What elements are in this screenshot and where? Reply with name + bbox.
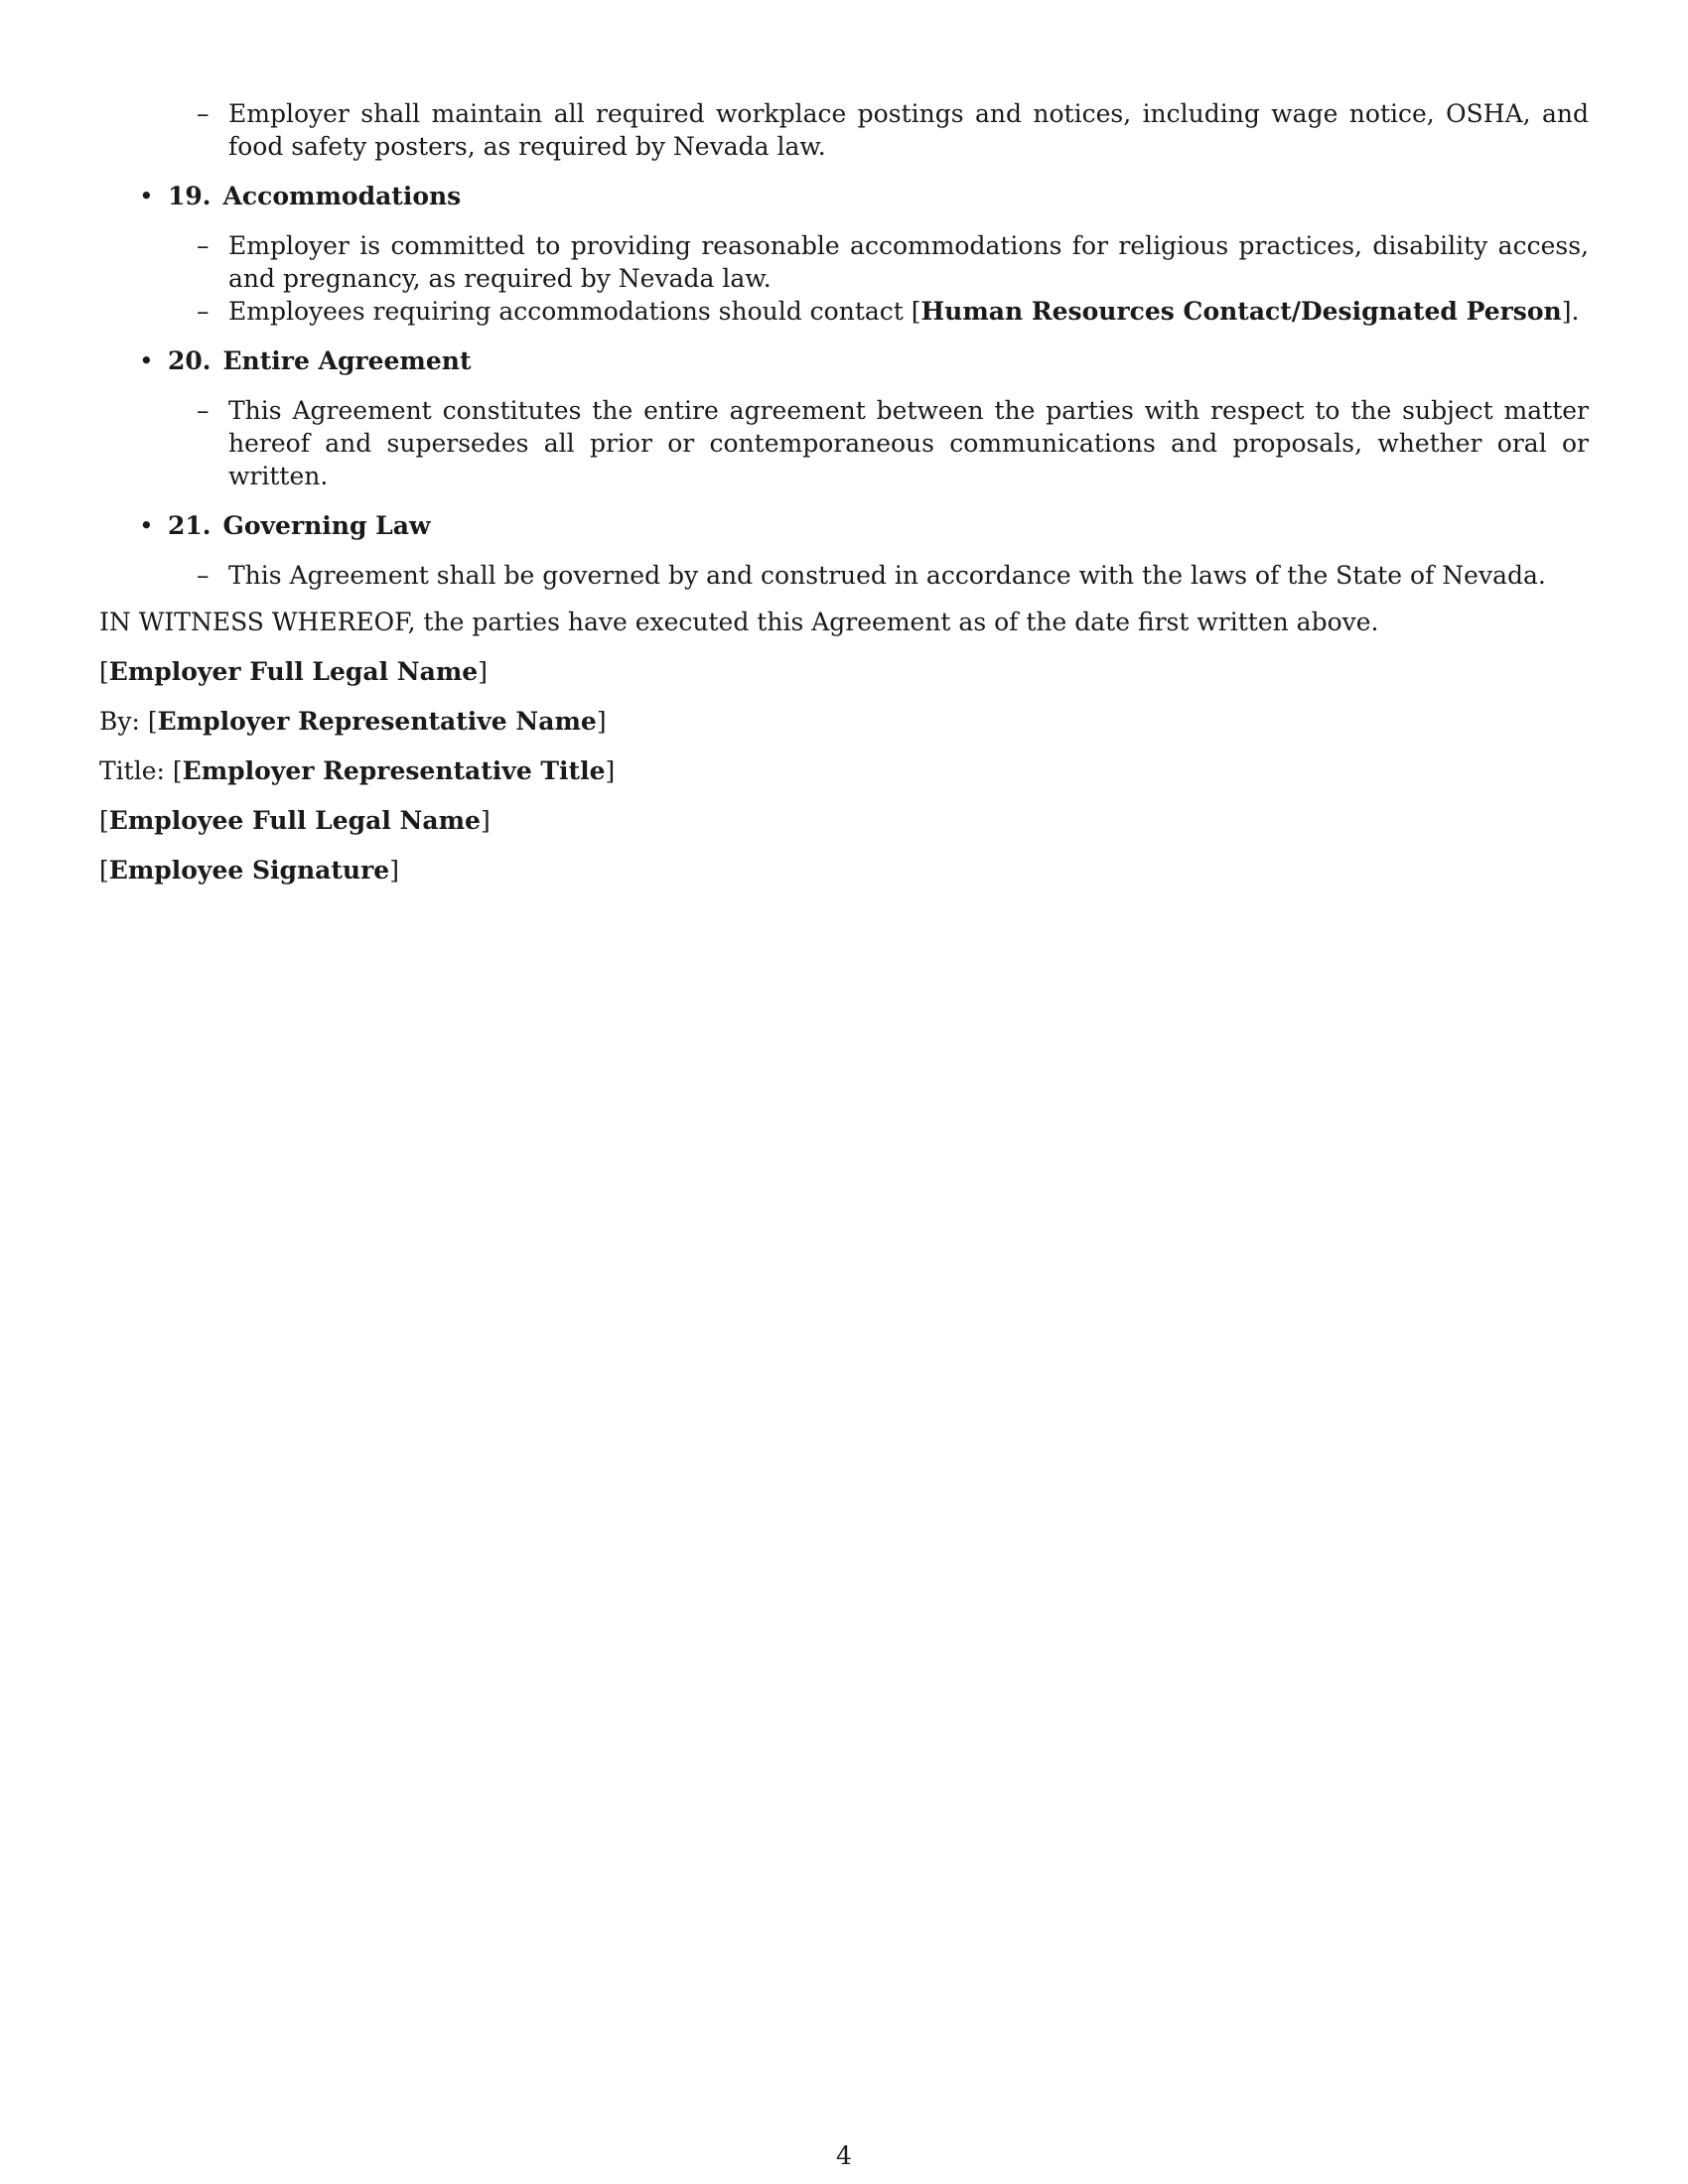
employee-name-line: [Employee Full Legal Name]	[99, 806, 491, 835]
dash-marker: –	[197, 231, 210, 260]
section-heading-20	[99, 344, 1589, 377]
dash-marker: –	[197, 99, 210, 128]
item-text: Employees requiring accommodations should contact [	[228, 297, 921, 326]
section-heading-19	[99, 180, 1589, 212]
item-text: This Agreement shall be governed by and construed in accordance with the laws of the State of Nevada.	[228, 561, 1546, 590]
section-19-item-1	[99, 229, 1589, 295]
bullet-marker: •	[139, 182, 154, 210]
dash-marker: –	[197, 396, 210, 425]
bullet-marker: •	[139, 511, 154, 540]
section-heading-21	[99, 509, 1589, 542]
continuation-item	[99, 97, 1589, 163]
page-number: 4	[836, 2141, 852, 2170]
employer-name-placeholder: Employer Full Legal Name	[108, 657, 479, 686]
continuation-text: Employer shall maintain all required workplace postings and notices, including wage notice, OSHA, and food safety posters, as required by Nevada law.	[228, 99, 1589, 161]
dash-marker: –	[197, 561, 210, 590]
by-label: By:	[99, 707, 140, 736]
section-title: Accommodations	[222, 182, 462, 210]
bullet-marker: •	[139, 346, 154, 375]
hr-contact-placeholder: Human Resources Contact/Designated Person	[920, 297, 1562, 326]
title-line: Title: [Employer Representative Title]	[99, 756, 616, 785]
item-text: This Agreement constitutes the entire agreement between the parties with respect to the subject matter hereof and supersedes all prior or contemporaneous communications and proposals, whether oral or written.	[228, 396, 1589, 490]
item-text-end: ].	[1561, 297, 1580, 326]
section-title: Governing Law	[222, 511, 431, 540]
section-title: Entire Agreement	[222, 346, 472, 375]
witness-clause: IN WITNESS WHEREOF, the parties have executed this Agreement as of the date first written above.	[99, 608, 1379, 636]
section-number: 21.	[168, 511, 211, 540]
dash-marker: –	[197, 297, 210, 326]
employer-name-line: [Employer Full Legal Name]	[99, 657, 488, 686]
section-19-item-2	[99, 295, 1589, 328]
section-21-item-1	[99, 559, 1589, 592]
item-text: Employer is committed to providing reasonable accommodations for religious practices, disability access, and pregnancy, as required by Nevada law.	[228, 231, 1589, 293]
employer-rep-title-placeholder: Employer Representative Title	[182, 756, 606, 785]
section-number: 20.	[168, 346, 211, 375]
employee-name-placeholder: Employee Full Legal Name	[108, 806, 481, 835]
by-line: By: [Employer Representative Name]	[99, 707, 607, 736]
document-page	[99, 97, 1589, 887]
employee-signature-line: [Employee Signature]	[99, 856, 399, 885]
section-number: 19.	[168, 182, 211, 210]
employer-rep-name-placeholder: Employer Representative Name	[157, 707, 597, 736]
title-label: Title:	[99, 756, 165, 785]
employee-signature-placeholder: Employee Signature	[108, 856, 390, 885]
section-20-item-1	[99, 394, 1589, 492]
